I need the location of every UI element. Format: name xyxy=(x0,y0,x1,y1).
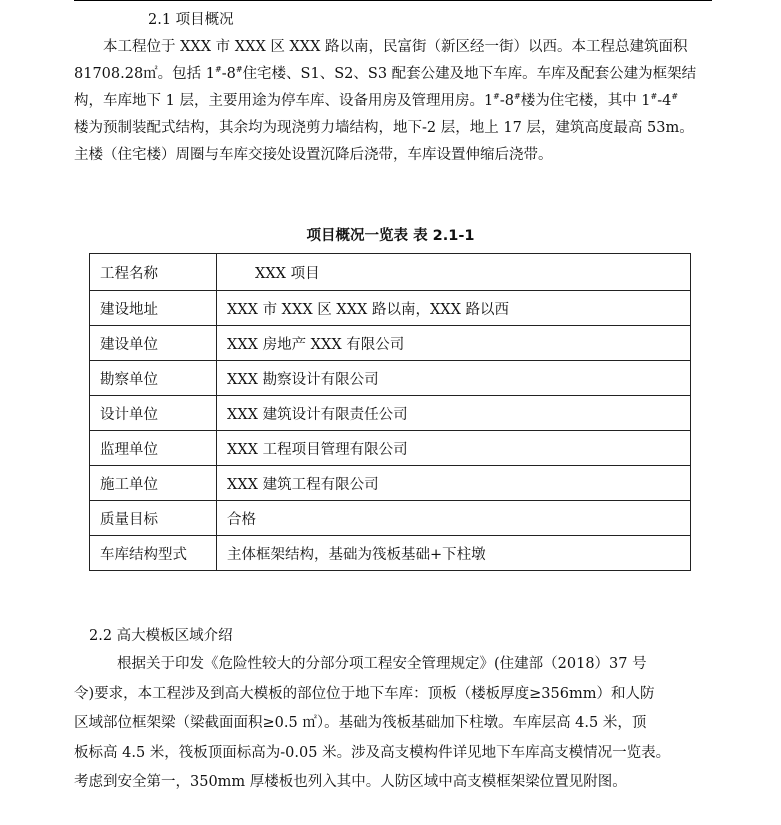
paragraph-line: 主楼（住宅楼）周圈与车库交接处设置沉降后浇带，车库设置伸缩后浇带。 xyxy=(74,147,553,163)
row-label: 施工单位 xyxy=(90,466,217,501)
paragraph-line: 考虑到安全第一，350mm 厚楼板也列入其中。人防区域中高支模框架梁位置见附图。 xyxy=(74,774,627,790)
section-heading: 2.1 项目概况 xyxy=(148,12,234,28)
paragraph-line: 楼为预制装配式结构，其余均为现浇剪力墙结构，地下-2 层，地上 17 层，建筑高度最高 53m。 xyxy=(74,120,694,136)
table-row xyxy=(90,536,691,571)
table-row xyxy=(90,326,691,361)
row-label: 监理单位 xyxy=(90,431,217,466)
row-label: 车库结构型式 xyxy=(90,536,217,571)
row-value: XXX 房地产 XXX 有限公司 xyxy=(217,326,691,361)
row-value: 合格 xyxy=(217,501,691,536)
row-value: XXX 建筑设计有限责任公司 xyxy=(217,396,691,431)
header-rule xyxy=(74,0,712,1)
row-label: 勘察单位 xyxy=(90,361,217,396)
table-row xyxy=(90,431,691,466)
table-row xyxy=(90,254,691,291)
row-label: 质量目标 xyxy=(90,501,217,536)
paragraph-line: 81708.28㎡。包括 1#-8#住宅楼、S1、S2、S3 配套公建及地下车库。车库及配套公建为框架结 xyxy=(74,65,697,82)
table-caption: 项目概况一览表 表 2.1-1 xyxy=(306,228,475,244)
paragraph-line: 令)要求，本工程涉及到高大模板的部位位于地下车库：顶板（楼板厚度≥356mm）和人防 xyxy=(74,685,655,702)
section-heading: 2.2 高大模板区域介绍 xyxy=(89,628,233,644)
formwork-paragraph xyxy=(74,650,714,798)
paragraph-line: 本工程位于 XXX 市 XXX 区 XXX 路以南，民富街（新区经一街）以西。本工程总建筑面积 xyxy=(103,39,688,55)
row-value: XXX 勘察设计有限公司 xyxy=(217,361,691,396)
project-overview-table xyxy=(89,253,691,571)
paragraph-line: 区域部位框架梁（梁截面面积≥0.5 ㎡）。基础为筏板基础加下柱墩。车库层高 4.5 米，顶 xyxy=(74,715,647,731)
table-row xyxy=(90,466,691,501)
project-overview-paragraph xyxy=(74,34,714,169)
row-value: XXX 市 XXX 区 XXX 路以南，XXX 路以西 xyxy=(217,291,691,326)
table-row xyxy=(90,396,691,431)
row-value: 主体框架结构，基础为筏板基础+下柱墩 xyxy=(217,536,691,571)
row-value: XXX 建筑工程有限公司 xyxy=(217,466,691,501)
row-label: 建设单位 xyxy=(90,326,217,361)
row-value: XXX 工程项目管理有限公司 xyxy=(217,431,691,466)
paragraph-line: 板标高 4.5 米，筏板顶面标高为-0.05 米。涉及高支模构件详见地下车库高支模情况一览表。 xyxy=(74,744,671,761)
row-label: 建设地址 xyxy=(90,291,217,326)
row-label: 设计单位 xyxy=(90,396,217,431)
table-row xyxy=(90,501,691,536)
table-row xyxy=(90,291,691,326)
table-row xyxy=(90,361,691,396)
row-label: 工程名称 xyxy=(90,254,217,291)
paragraph-line: 构，车库地下 1 层，主要用途为停车库、设备用房及管理用房。1#-8#楼为住宅楼，其中 1#-4# xyxy=(74,92,679,109)
paragraph-line: 根据关于印发《危险性较大的分部分项工程安全管理规定》(住建部（2018）37 号 xyxy=(117,656,647,672)
row-value: XXX 项目 xyxy=(217,254,691,291)
